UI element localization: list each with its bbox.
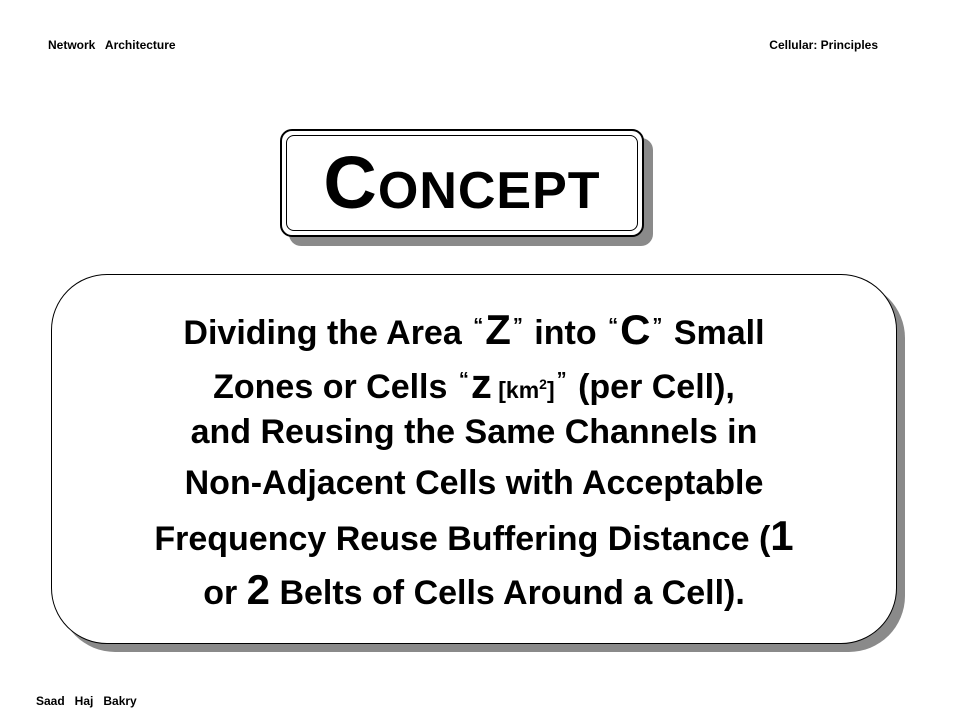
line1-mid: into: [524, 314, 607, 352]
body-line-5: [52, 509, 896, 563]
line6-num: 2: [246, 566, 270, 613]
body-text: [52, 299, 896, 617]
line5-pre: Frequency Reuse Buffering Distance (: [154, 520, 771, 558]
title-rest: ONCEPT: [377, 162, 601, 220]
title-inner-frame: [286, 135, 638, 231]
header-right-title: Cellular: Principles: [769, 38, 878, 52]
line2-unit-open: [km: [491, 377, 540, 403]
line2-unit-exponent: 2: [539, 376, 547, 392]
line1-open-quote-2: “: [608, 315, 619, 337]
line2-unit-close: ]: [546, 377, 555, 403]
title-first-letter: C: [323, 141, 378, 224]
footer-author: Saad Haj Bakry: [36, 694, 137, 708]
line5-num: 1: [770, 512, 794, 559]
line1-open-quote: “: [473, 315, 484, 337]
body-line-3: and Reusing the Same Channels in: [190, 413, 758, 451]
body-line-6: [52, 563, 896, 617]
line2-open-quote: “: [458, 369, 469, 391]
slide-title: [323, 141, 601, 224]
line1-close-quote-2: ”: [652, 315, 663, 337]
line1-var-c: C: [620, 306, 651, 353]
line6-post: Belts of Cells Around a Cell).: [270, 574, 745, 612]
body-line-1: [52, 299, 896, 353]
body-line-2: [52, 353, 896, 407]
line2-var-z: z: [470, 360, 492, 407]
line2-close-quote: ”: [556, 369, 567, 391]
body-line-4: Non-Adjacent Cells with Acceptable: [184, 464, 764, 502]
line1-post: Small: [664, 314, 765, 352]
line6-pre: or: [203, 574, 247, 612]
header-left-title: Network Architecture: [48, 38, 176, 52]
title-box: [280, 129, 644, 237]
line1-var-z: Z: [485, 306, 511, 353]
line2-unit: [492, 377, 555, 403]
line1-pre: Dividing the Area: [183, 314, 472, 352]
line2-pre: Zones or Cells: [213, 368, 457, 406]
line2-post: (per Cell),: [568, 368, 735, 406]
line1-close-quote: ”: [512, 315, 523, 337]
body-box: [51, 274, 897, 644]
